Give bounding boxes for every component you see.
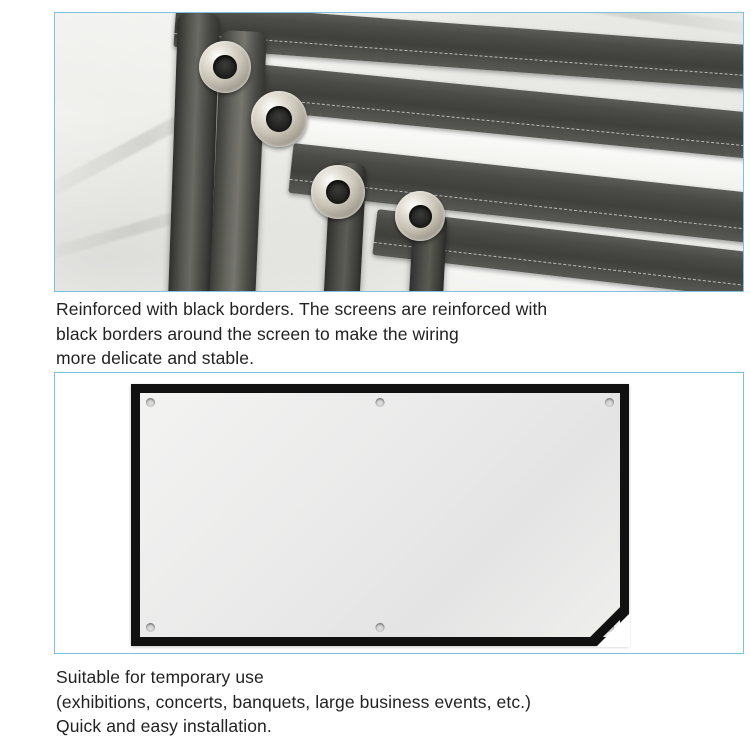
image-panel-temporary-use <box>54 372 744 654</box>
caption-line: more delicate and stable. <box>56 348 255 368</box>
projector-screen-surface <box>140 393 620 637</box>
grommet-hole-icon <box>605 398 614 407</box>
caption-line: (exhibitions, concerts, banquets, large business events, etc.) <box>56 691 532 712</box>
caption-reinforced-borders <box>56 297 716 371</box>
grommet-hole-icon <box>146 623 155 632</box>
caption-line: Quick and easy installation. <box>56 716 272 736</box>
caption-line: black borders around the screen to make the wiring <box>56 323 459 344</box>
grommet-hole-icon <box>146 398 155 407</box>
metal-grommet-icon <box>311 165 365 219</box>
metal-grommet-icon <box>395 191 445 241</box>
metal-grommet-icon <box>199 41 251 93</box>
grommet-hole-icon <box>376 398 385 407</box>
caption-temporary-use <box>56 665 716 739</box>
caption-line: Suitable for temporary use <box>56 667 264 687</box>
grommet-hole-icon <box>376 623 385 632</box>
projector-screen-frame <box>131 384 629 646</box>
metal-grommet-icon <box>251 91 307 147</box>
caption-line: Reinforced with black borders. The screens are reinforced with <box>56 299 548 319</box>
image-panel-reinforced-borders <box>54 12 744 292</box>
